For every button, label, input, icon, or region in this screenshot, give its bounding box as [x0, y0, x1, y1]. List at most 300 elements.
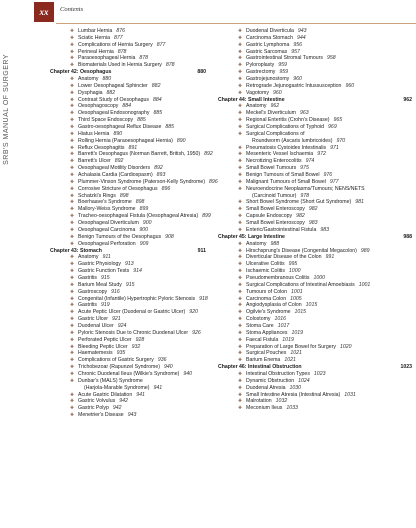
diamond-bullet-icon: ❖	[238, 226, 243, 232]
toc-entry	[216, 55, 412, 62]
diamond-bullet-icon: ❖	[238, 384, 243, 390]
entry-title: Perforated Peptic Ulcer	[78, 336, 132, 343]
entry-page-number: 877	[156, 41, 166, 48]
diamond-bullet-icon: ❖	[70, 254, 75, 260]
entry-page-number: 884	[152, 96, 162, 103]
toc-entry	[48, 282, 208, 289]
diamond-bullet-icon: ❖	[238, 82, 243, 88]
diamond-bullet-icon: ❖	[70, 206, 75, 212]
entry-title: Duodenal Atresia	[246, 384, 286, 391]
contents-right-column	[216, 28, 412, 412]
entry-title: Angiodysplasia of Colon	[246, 302, 302, 309]
entry-page-number: 914	[133, 268, 142, 275]
entry-title: Plummer-Vinson Syndrome (Paterson-Kelly Syndrome)	[78, 178, 206, 185]
toc-entry	[216, 289, 412, 296]
entry-page-number: 943	[297, 28, 307, 34]
entry-title: Small Intestine Atresia (Intestinal Atresia)	[246, 391, 341, 398]
entry-page-number: 962	[270, 103, 280, 110]
entry-page-number: 942	[119, 398, 128, 405]
entry-title: Gastric Polyp	[78, 405, 109, 412]
entry-title: Carcinoma Colon	[246, 295, 287, 302]
toc-entry	[216, 220, 412, 227]
diamond-bullet-icon: ❖	[70, 110, 75, 116]
diamond-bullet-icon: ❖	[70, 350, 75, 356]
chapter-page-number: 962	[403, 96, 412, 103]
toc-entry	[48, 378, 208, 385]
entry-page-number: 1005	[290, 295, 302, 302]
diamond-bullet-icon: ❖	[70, 274, 75, 280]
toc-entry	[48, 193, 208, 200]
entry-title: Gastrectomy	[246, 69, 276, 76]
diamond-bullet-icon: ❖	[238, 405, 243, 411]
entry-title: Gastrojejunostomy	[246, 76, 290, 83]
diamond-bullet-icon: ❖	[238, 391, 243, 397]
chapter-heading	[216, 234, 412, 241]
entry-page-number: 1019	[282, 336, 294, 343]
entry-title: Neuroendocrine Neoplasms/Tumours; NENS/NETS	[246, 185, 365, 192]
toc-entry	[216, 261, 412, 268]
entry-page-number: 978	[300, 192, 310, 199]
chapter-title: Chapter 45: Large Intestine	[218, 233, 285, 240]
chapter-heading	[48, 69, 208, 76]
toc-entry	[48, 330, 208, 337]
entry-page-number: 1021	[290, 350, 302, 357]
diamond-bullet-icon: ❖	[238, 247, 243, 253]
entry-page-number: 915	[125, 281, 135, 288]
entry-page-number: 982	[308, 206, 318, 213]
toc-entry	[48, 76, 208, 83]
entry-page-number: 1016	[274, 316, 287, 323]
entry-page-number: 976	[323, 172, 333, 179]
toc-entry	[216, 199, 412, 206]
entry-title: Barium Meal Study	[78, 281, 122, 288]
entry-title: Reflux Oesophagitis	[78, 144, 125, 151]
toc-entry	[48, 62, 208, 69]
entry-page-number: 983	[320, 226, 330, 233]
entry-title: Oesophageal Perforation	[78, 240, 136, 247]
chapter-heading	[216, 97, 412, 104]
entry-page-number: 959	[279, 69, 289, 76]
toc-entry	[48, 261, 208, 268]
entry-title: Ulcerative Colitis	[246, 261, 285, 268]
diamond-bullet-icon: ❖	[238, 309, 243, 315]
diamond-bullet-icon: ❖	[70, 295, 75, 301]
diamond-bullet-icon: ❖	[70, 343, 75, 349]
toc-entry	[48, 90, 208, 97]
diamond-bullet-icon: ❖	[238, 117, 243, 123]
diamond-bullet-icon: ❖	[70, 268, 75, 274]
diamond-bullet-icon: ❖	[70, 240, 75, 246]
diamond-bullet-icon: ❖	[70, 309, 75, 315]
entry-title: Anatomy	[78, 254, 99, 261]
entry-title: Benign Tumours of the Oesophagus	[78, 233, 162, 240]
entry-page-number: 924	[117, 322, 127, 329]
entry-page-number: 974	[305, 158, 315, 165]
entry-page-number: 1015	[305, 302, 318, 309]
diamond-bullet-icon: ❖	[70, 28, 75, 33]
entry-title: Surgical Complications of Intestinal Amoebiasis	[246, 281, 355, 288]
entry-page-number: 942	[112, 405, 122, 412]
toc-entry	[48, 412, 208, 419]
diamond-bullet-icon: ❖	[238, 350, 243, 356]
diamond-bullet-icon: ❖	[70, 370, 75, 376]
entry-page-number: 963	[300, 110, 309, 117]
entry-page-number: 981	[355, 199, 364, 206]
entry-page-number: 1001	[358, 281, 371, 288]
entry-title: Dynamic Obstruction	[246, 377, 295, 384]
entry-title: Small Bowel Tumours	[246, 165, 297, 172]
diamond-bullet-icon: ❖	[70, 322, 75, 328]
diamond-bullet-icon: ❖	[238, 295, 243, 301]
entry-title: Pseudomembranous Colitis	[246, 274, 310, 281]
toc-entry	[48, 344, 208, 351]
entry-page-number: 1019	[291, 329, 304, 336]
chapter-title: Chapter 43: Stomach	[50, 247, 102, 254]
toc-entry	[48, 241, 208, 248]
toc-entry	[216, 172, 412, 179]
entry-page-number: 1000	[313, 274, 325, 281]
entry-title: Faecal Fistula	[246, 336, 279, 343]
toc-entry	[216, 357, 412, 364]
entry-title: Regional Enteritis (Crohn's Disease)	[246, 117, 330, 124]
toc-entry	[216, 117, 412, 124]
entry-title: Acute Gastric Dilatation	[78, 391, 133, 398]
entry-page-number: 982	[296, 213, 305, 220]
diamond-bullet-icon: ❖	[70, 199, 75, 205]
toc-entry	[48, 316, 208, 323]
entry-page-number: 928	[135, 336, 145, 343]
toc-entry	[216, 62, 412, 69]
chapter-heading	[48, 248, 208, 255]
toc-entry	[48, 289, 208, 296]
entry-page-number: 892	[154, 165, 163, 172]
entry-title: Complications of Hernia Surgery	[78, 41, 153, 48]
entry-title: Oesophageal Motility Disorders	[78, 165, 151, 172]
toc-entry	[48, 158, 208, 165]
toc-entry	[216, 275, 412, 282]
entry-title: Contrast Study of Oesophagus	[78, 96, 149, 103]
entry-title: Congenital (Infantile) Hypertrophic Pyloric Stenosis	[78, 295, 196, 302]
entry-title: Corrosive Stricture of Oesophagus	[78, 185, 158, 192]
entry-page-number: 957	[291, 48, 300, 55]
entry-page-number: 988	[270, 240, 280, 247]
diamond-bullet-icon: ❖	[70, 281, 75, 287]
entry-page-number: 878	[139, 55, 149, 62]
entry-page-number: 921	[111, 316, 121, 323]
entry-page-number: 935	[116, 350, 126, 357]
entry-page-number: 898	[135, 199, 145, 206]
entry-page-number: 878	[117, 48, 127, 55]
toc-entry	[216, 378, 412, 385]
toc-entry-continuation	[216, 138, 412, 145]
diamond-bullet-icon: ❖	[238, 336, 243, 342]
entry-title: Dunbar's (MALS) Syndrome	[78, 377, 143, 384]
toc-entry	[48, 97, 208, 104]
entry-page-number: 885	[153, 110, 163, 117]
toc-entry	[48, 55, 208, 62]
diamond-bullet-icon: ❖	[238, 213, 243, 219]
entry-title: Stoma Appliances	[246, 329, 288, 336]
entry-page-number: 890	[176, 137, 186, 144]
entry-title: Tracheo-oesophageal Fistula (Oesophageal Atresia)	[78, 213, 199, 220]
entry-page-number: 900	[139, 226, 149, 233]
diamond-bullet-icon: ❖	[70, 117, 75, 123]
entry-page-number: 880	[102, 76, 112, 83]
entry-title: Gastric Function Tests	[78, 268, 130, 275]
diamond-bullet-icon: ❖	[70, 144, 75, 150]
toc-entry	[216, 145, 412, 152]
toc-entry	[216, 371, 412, 378]
diamond-bullet-icon: ❖	[238, 69, 243, 75]
toc-entry-continuation	[216, 193, 412, 200]
entry-title: Gastric Lymphoma	[246, 41, 290, 48]
chapter-heading	[216, 364, 412, 371]
contents-left-column	[48, 28, 218, 419]
entry-title: Pyloric Stenosis Due to Chronic Duodenal Ulcer	[78, 329, 189, 336]
entry-title: Achalasia Cardia (Cardiospasm)	[78, 172, 153, 179]
toc-entry	[48, 49, 208, 56]
diamond-bullet-icon: ❖	[238, 268, 243, 274]
diamond-bullet-icon: ❖	[70, 412, 75, 418]
entry-title: Gastric Sarcomas	[246, 48, 288, 55]
entry-title: Necrotizing Enterocolitis	[246, 158, 302, 165]
entry-page-number: 1021	[284, 357, 296, 364]
entry-title: Pneumatosis Cystoides Intestinalis	[246, 144, 327, 151]
header-rule	[56, 23, 416, 24]
diamond-bullet-icon: ❖	[70, 336, 75, 342]
entry-page-number: 896	[209, 178, 218, 185]
diamond-bullet-icon: ❖	[70, 226, 75, 232]
entry-page-number: 899	[139, 206, 149, 213]
entry-title: Gastric Volvulus	[78, 398, 116, 405]
entry-title: Haematemesis	[78, 350, 113, 357]
entry-page-number: 959	[278, 62, 287, 69]
diamond-bullet-icon: ❖	[238, 261, 243, 267]
diamond-bullet-icon: ❖	[238, 274, 243, 280]
entry-title: Anatomy	[246, 240, 267, 247]
toc-entry	[216, 69, 412, 76]
entry-page-number: 932	[131, 343, 141, 350]
entry-title: Diverticular Disease of the Colon	[246, 254, 322, 261]
entry-title: Biomaterials Used in Hernia Surgery	[78, 62, 162, 69]
entry-page-number: 915	[101, 274, 110, 281]
entry-page-number: 958	[326, 55, 336, 62]
entry-title: Gastric Ulcer	[78, 316, 108, 323]
entry-page-number: 940	[183, 370, 192, 377]
diamond-bullet-icon: ❖	[238, 34, 243, 40]
diamond-bullet-icon: ❖	[238, 178, 243, 184]
diamond-bullet-icon: ❖	[238, 124, 243, 130]
diamond-bullet-icon: ❖	[238, 370, 243, 376]
entry-page-number: 977	[329, 178, 339, 185]
toc-entry	[48, 227, 208, 234]
diamond-bullet-icon: ❖	[70, 103, 75, 109]
entry-title: Lumbar Hernia	[78, 28, 113, 34]
toc-entry	[216, 302, 412, 309]
toc-entry	[48, 131, 208, 138]
toc-entry	[48, 275, 208, 282]
diamond-bullet-icon: ❖	[70, 398, 75, 404]
chapter-page-number: 911	[197, 247, 206, 254]
diamond-bullet-icon: ❖	[238, 62, 243, 68]
toc-entry	[216, 337, 412, 344]
toc-entry	[216, 254, 412, 261]
diamond-bullet-icon: ❖	[70, 261, 75, 267]
entry-title: Ogilvie's Syndrome	[246, 309, 291, 316]
running-title: Contents	[60, 6, 84, 13]
diamond-bullet-icon: ❖	[238, 281, 243, 287]
entry-page-number: 941	[153, 384, 163, 391]
entry-title: Barrett's Oesophagus (Norman Barrett, British, 1950)	[78, 151, 201, 158]
diamond-bullet-icon: ❖	[238, 240, 243, 246]
entry-page-number: 1023	[313, 370, 326, 377]
entry-title: Paraoesophageal Hernia	[78, 55, 136, 62]
toc-entry	[48, 323, 208, 330]
toc-entry	[48, 178, 218, 186]
entry-title: Tumours of Colon	[246, 288, 288, 295]
entry-page-number: 916	[111, 288, 120, 295]
entry-title: Barrett's Ulcer	[78, 158, 111, 165]
toc-entry	[48, 405, 208, 412]
entry-page-number: 1030	[289, 384, 302, 391]
diamond-bullet-icon: ❖	[70, 357, 75, 363]
toc-entry	[216, 186, 412, 193]
toc-entry	[48, 83, 208, 90]
diamond-bullet-icon: ❖	[70, 96, 75, 102]
diamond-bullet-icon: ❖	[238, 316, 243, 322]
toc-entry	[216, 35, 412, 42]
toc-entry	[48, 392, 208, 399]
toc-entry	[216, 398, 412, 405]
entry-page-number: 1024	[298, 377, 310, 384]
diamond-bullet-icon: ❖	[238, 377, 243, 383]
entry-page-number: 1020	[339, 343, 352, 350]
diamond-bullet-icon: ❖	[238, 144, 243, 150]
diamond-bullet-icon: ❖	[70, 329, 75, 335]
diamond-bullet-icon: ❖	[70, 288, 75, 294]
diamond-bullet-icon: ❖	[238, 398, 243, 404]
entry-title: Gastroscopy	[78, 288, 108, 295]
toc-entry	[216, 248, 412, 255]
diamond-bullet-icon: ❖	[70, 137, 75, 143]
toc-entry	[48, 254, 208, 261]
toc-entry	[216, 103, 412, 110]
diamond-bullet-icon: ❖	[238, 55, 243, 61]
diamond-bullet-icon: ❖	[70, 62, 75, 68]
entry-page-number: 965	[333, 117, 343, 124]
entry-title: Third Space Endoscopy	[78, 117, 134, 124]
toc-entry	[216, 158, 412, 165]
toc-entry	[48, 186, 208, 193]
entry-title: Roundworm (Ascaris lumbricoides)	[252, 137, 333, 144]
entry-page-number: 970	[336, 137, 346, 144]
toc-entry	[216, 90, 412, 97]
entry-title: Bleeding Peptic Ulcer	[78, 343, 128, 350]
toc-entry	[48, 117, 208, 124]
entry-title: Short Bowel Syndrome (Short Gut Syndrome)	[246, 199, 352, 206]
book-title: SRB'S MANUAL OF SURGERY	[3, 54, 10, 165]
diamond-bullet-icon: ❖	[238, 254, 243, 260]
entry-title: Benign Tumours of Small Bowel	[246, 172, 320, 179]
entry-title: Dysphagia	[78, 89, 103, 96]
entry-title: Mesenteric Vessel Ischaemia	[246, 151, 314, 158]
entry-page-number: 892	[204, 151, 213, 158]
diamond-bullet-icon: ❖	[70, 233, 75, 239]
toc-entry-continuation	[48, 385, 208, 392]
toc-entry	[48, 296, 208, 303]
diamond-bullet-icon: ❖	[70, 364, 75, 370]
entry-page-number: 1017	[277, 322, 290, 329]
diamond-bullet-icon: ❖	[70, 130, 75, 136]
chapter-title: Chapter 46: Intestinal Obstruction	[218, 364, 302, 371]
diamond-bullet-icon: ❖	[238, 165, 243, 171]
toc-entry	[48, 337, 208, 344]
entry-page-number: 956	[293, 41, 302, 48]
entry-title: Gastritis	[78, 274, 98, 281]
chapter-title: Chapter 44: Small Intestine	[218, 96, 285, 103]
entry-page-number: 882	[106, 89, 116, 96]
entry-title: Enteric/Gastrointestinal Fistula	[246, 226, 317, 233]
diamond-bullet-icon: ❖	[238, 130, 243, 136]
chapter-page-number: 1023	[400, 364, 412, 371]
entry-page-number: 944	[297, 34, 306, 41]
entry-page-number: 941	[136, 391, 145, 398]
diamond-bullet-icon: ❖	[70, 213, 75, 219]
diamond-bullet-icon: ❖	[70, 151, 75, 157]
entry-page-number: 885	[165, 124, 174, 131]
toc-entry	[48, 151, 213, 158]
toc-entry	[48, 110, 208, 117]
entry-page-number: 1001	[291, 288, 303, 295]
toc-entry	[216, 405, 412, 412]
entry-title: Colostomy	[246, 316, 271, 323]
diamond-bullet-icon: ❖	[238, 151, 243, 157]
entry-page-number: 890	[113, 130, 123, 137]
entry-page-number: 971	[330, 144, 339, 151]
entry-page-number: 1000	[288, 268, 301, 275]
entry-page-number: 882	[151, 82, 161, 89]
entry-page-number: 983	[308, 220, 318, 227]
entry-title: Hiatus Hernia	[78, 130, 110, 137]
entry-page-number: 877	[114, 34, 123, 41]
toc-entry	[48, 309, 208, 316]
entry-title: Carcinoma Stomach	[246, 34, 293, 41]
toc-entry	[216, 151, 412, 158]
toc-entry	[216, 330, 412, 337]
diamond-bullet-icon: ❖	[70, 165, 75, 171]
entry-title: Oesophageal Carcinoma	[78, 226, 136, 233]
entry-page-number: 891	[128, 144, 138, 151]
entry-page-number: 918	[199, 295, 208, 302]
diamond-bullet-icon: ❖	[238, 199, 243, 205]
entry-page-number: 884	[122, 103, 132, 110]
diamond-bullet-icon: ❖	[70, 158, 75, 164]
entry-title: Small Bowel Enteroscopy	[246, 220, 305, 227]
entry-title: Trichobezoar (Rapunzel Syndrome)	[78, 364, 160, 371]
entry-title: Complications of Gastric Surgery	[78, 357, 154, 364]
toc-entry	[48, 398, 208, 405]
entry-title: Barium Enema	[246, 357, 281, 364]
entry-page-number: 893	[156, 172, 166, 179]
diamond-bullet-icon: ❖	[70, 34, 75, 40]
entry-page-number: 913	[124, 261, 134, 268]
toc-entry	[48, 28, 208, 35]
diamond-bullet-icon: ❖	[238, 288, 243, 294]
entry-page-number: 969	[328, 124, 337, 131]
toc-entry	[216, 385, 412, 392]
toc-entry	[216, 392, 412, 399]
toc-entry	[216, 179, 412, 186]
